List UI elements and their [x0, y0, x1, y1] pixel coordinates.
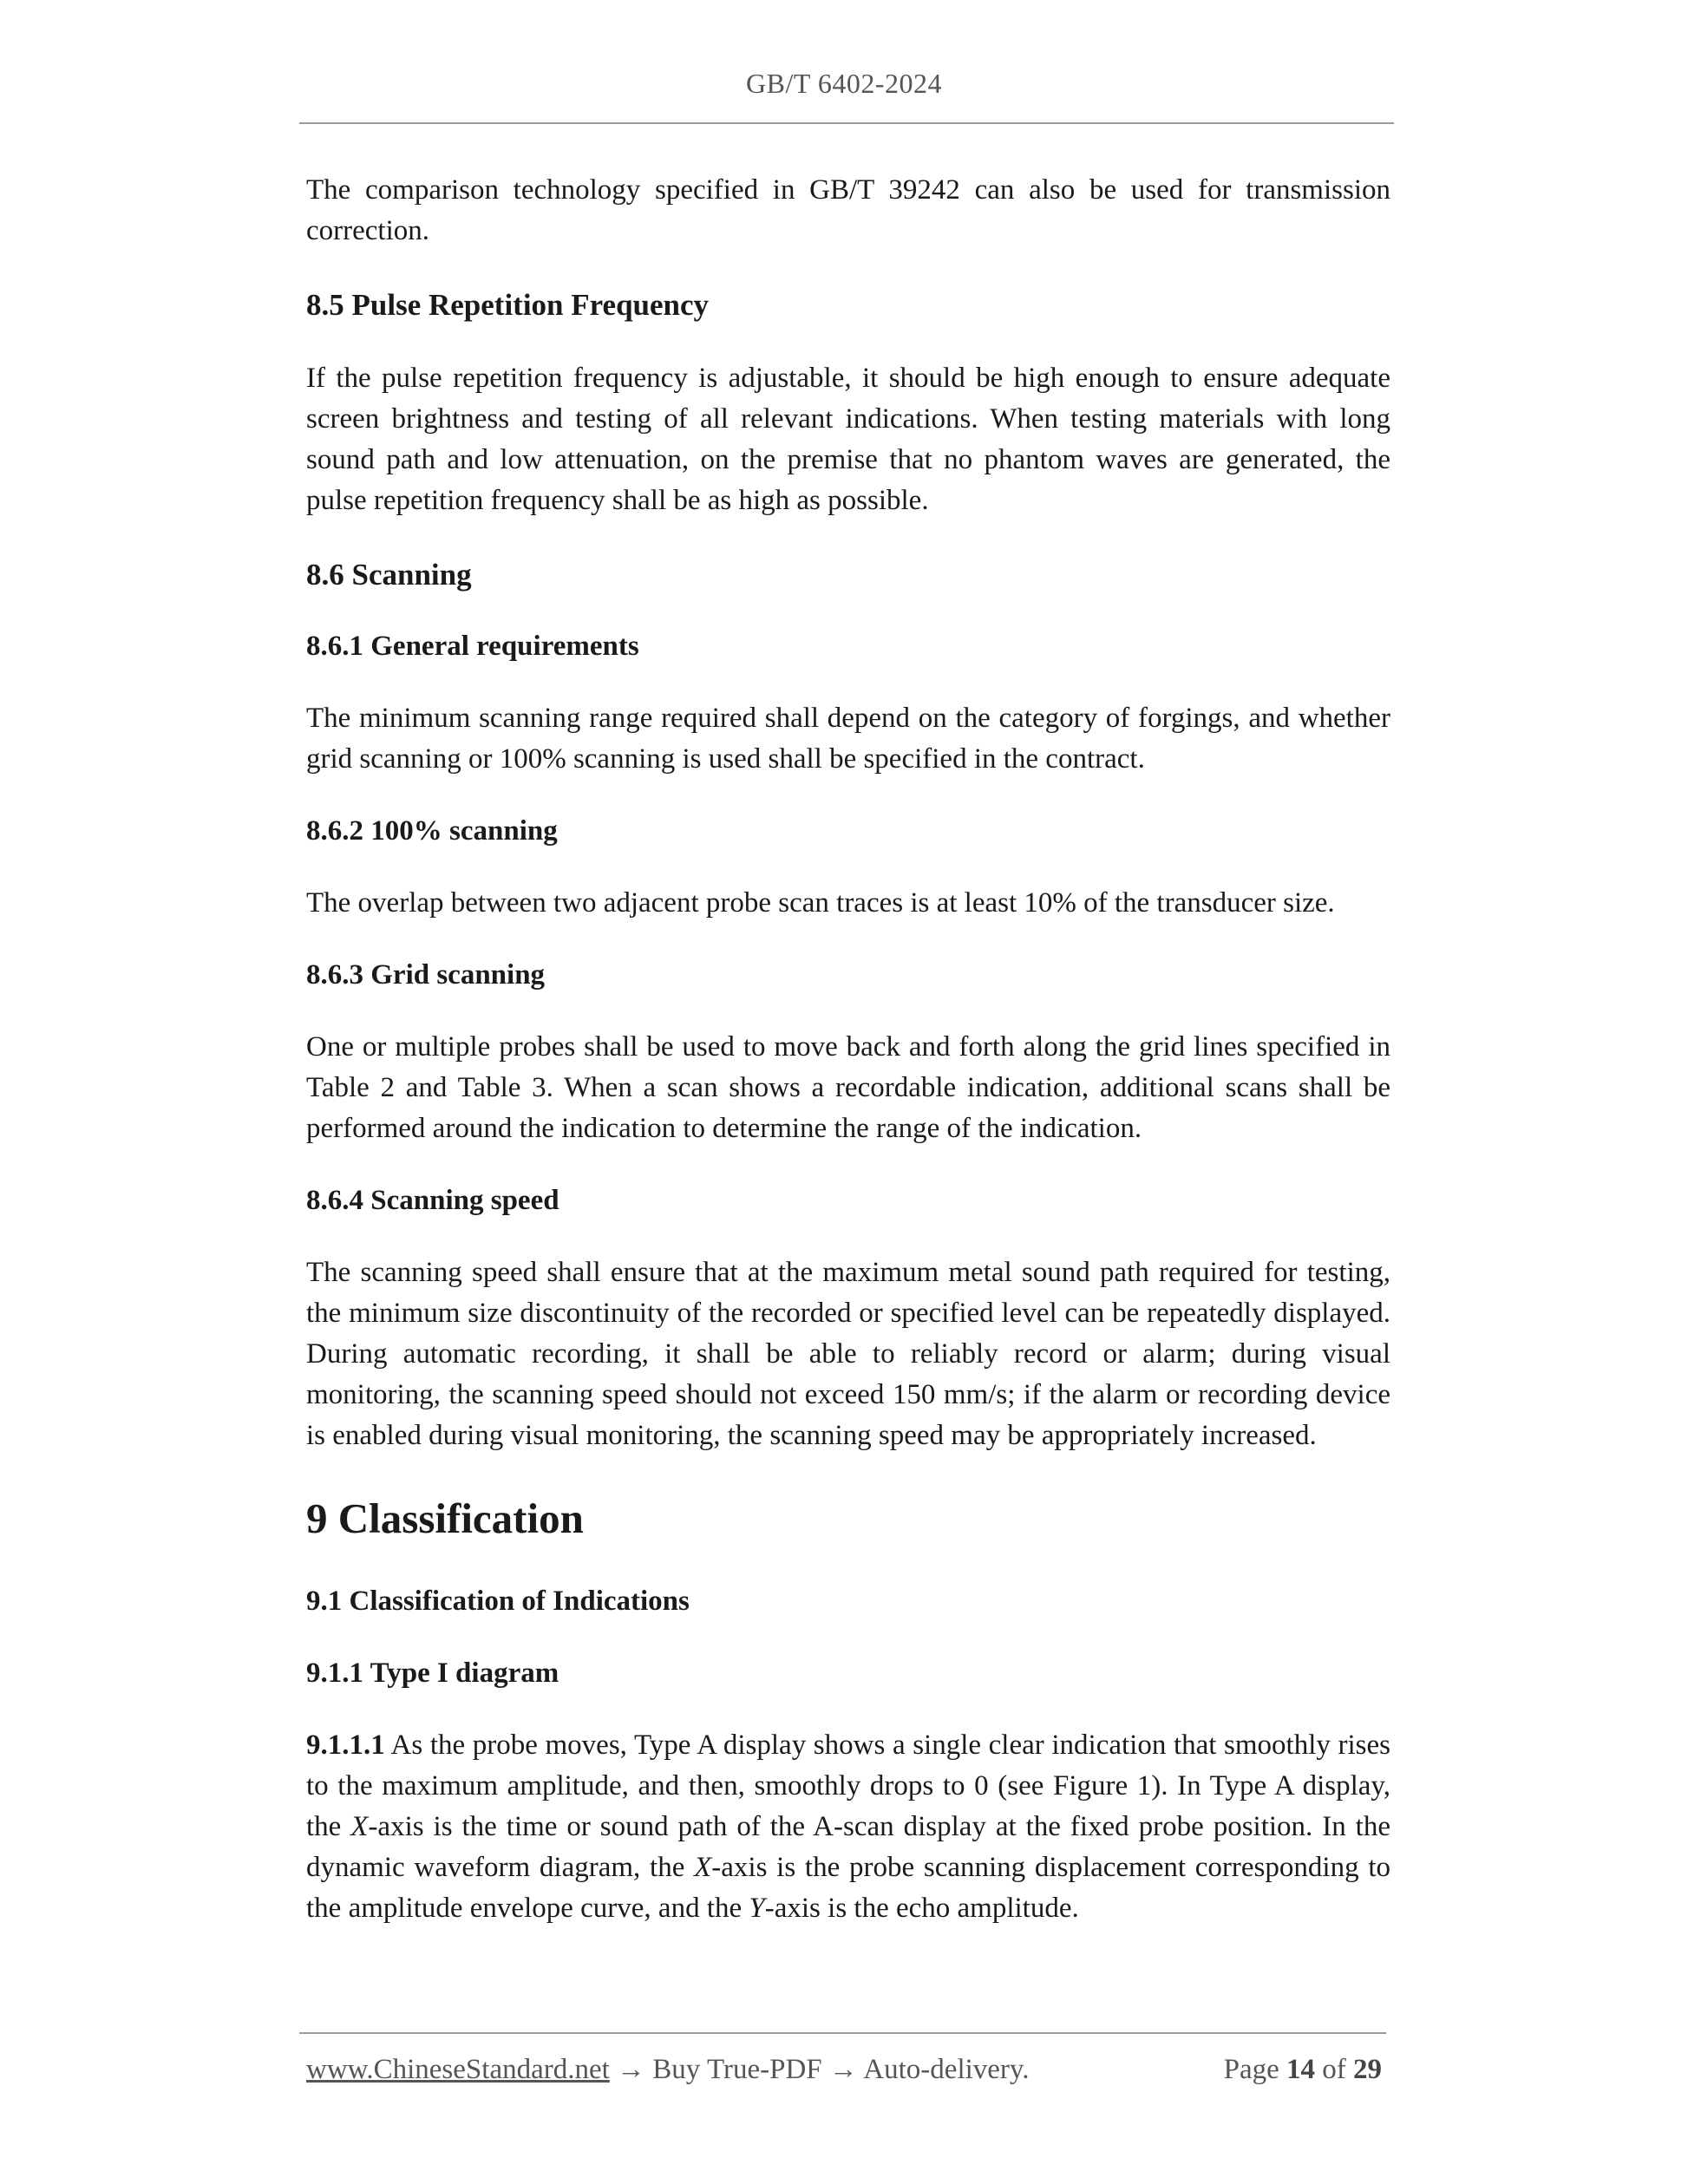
page-number: 14 [1286, 2054, 1315, 2085]
section-8-6-4-heading: 8.6.4 Scanning speed [306, 1185, 559, 1216]
page-word: Page [1223, 2054, 1279, 2085]
intro-paragraph: The comparison technology specified in GB/T 39242 can also be used for transmission correction. [306, 174, 1390, 246]
section-8-6-1-paragraph: The minimum scanning range required shall depend on the category of forgings, and whether grid scanning or 100% scanning is used shall be specified in the contract. [306, 703, 1390, 775]
section-8-6-3-heading: 8.6.3 Grid scanning [306, 959, 546, 991]
section-9-1-1-1-paragraph [306, 1725, 1390, 1929]
axis-symbol: X [694, 1852, 712, 1883]
footer-tagline: → Buy True-PDF → Auto-delivery. [609, 2054, 1030, 2085]
section-8-6-3-paragraph: One or multiple probes shall be used to move back and forth along the grid lines specified in Table 2 and Table 3. When a scan shows a recordable indication, additional scans shall be performed around the indication to determine the range of the indication. [306, 1031, 1390, 1144]
header-divider [299, 122, 1394, 124]
axis-symbol: Y [749, 1893, 765, 1924]
footer-divider [299, 2032, 1386, 2034]
clause-text: -axis is the echo amplitude. [764, 1893, 1079, 1924]
section-8-6-2-heading: 8.6.2 100% scanning [306, 815, 558, 847]
of-word: of [1322, 2054, 1346, 2085]
page-footer [306, 2054, 1382, 2086]
document-body [306, 170, 1390, 1929]
section-8-6-heading: 8.6 Scanning [306, 558, 472, 592]
clause-text: -axis is the probe scanning displacement corresponding to the amplitude envelope curve, and the [306, 1852, 1390, 1924]
page-total: 29 [1353, 2054, 1382, 2085]
clause-text: As the probe moves, Type A display shows a single clear indication that smoothly rises to the maximum amplitude, and then, smoothly drops to 0 (see Figure 1). In Type A display, the [306, 1730, 1390, 1842]
page-header: GB/T 6402-2024 [746, 68, 942, 99]
section-9-1-1-heading: 9.1.1 Type I diagram [306, 1658, 559, 1689]
section-8-6-1-heading: 8.6.1 General requirements [306, 631, 639, 662]
axis-symbol: X [350, 1811, 369, 1842]
clause-number: 9.1.1.1 [306, 1730, 385, 1761]
section-9-1-heading: 9.1 Classification of Indications [306, 1586, 690, 1617]
page-indicator [1224, 2054, 1382, 2086]
site-link[interactable]: www.ChineseStandard.net [306, 2054, 610, 2085]
section-8-6-4-paragraph: The scanning speed shall ensure that at the maximum metal sound path required for testing, the minimum size discontinuity of the recorded or specified level can be repeatedly displayed. During automatic recording, it shall be able to reliably record or alarm; during visual monitoring, the scanning speed should not exceed 150 mm/s; if the alarm or recording device is enabled during visual monitoring, the scanning speed may be appropriately increased. [306, 1257, 1390, 1451]
section-8-5-heading: 8.5 Pulse Repetition Frequency [306, 288, 710, 322]
section-9-heading: 9 Classification [306, 1494, 584, 1542]
clause-text: -axis is the time or sound path of the A-scan display at the fixed probe position. In the dynamic waveform diagram, the [306, 1811, 1390, 1883]
section-8-6-2-paragraph: The overlap between two adjacent probe scan traces is at least 10% of the transducer size. [306, 887, 1335, 919]
footer-left [306, 2054, 1030, 2086]
section-8-5-paragraph: If the pulse repetition frequency is adjustable, it should be high enough to ensure adequate screen brightness and testing of all relevant indications. When testing materials with long sound path and low attenuation, on the premise that no phantom waves are generated, the pulse repetition frequency shall be as high as possible. [306, 363, 1390, 516]
